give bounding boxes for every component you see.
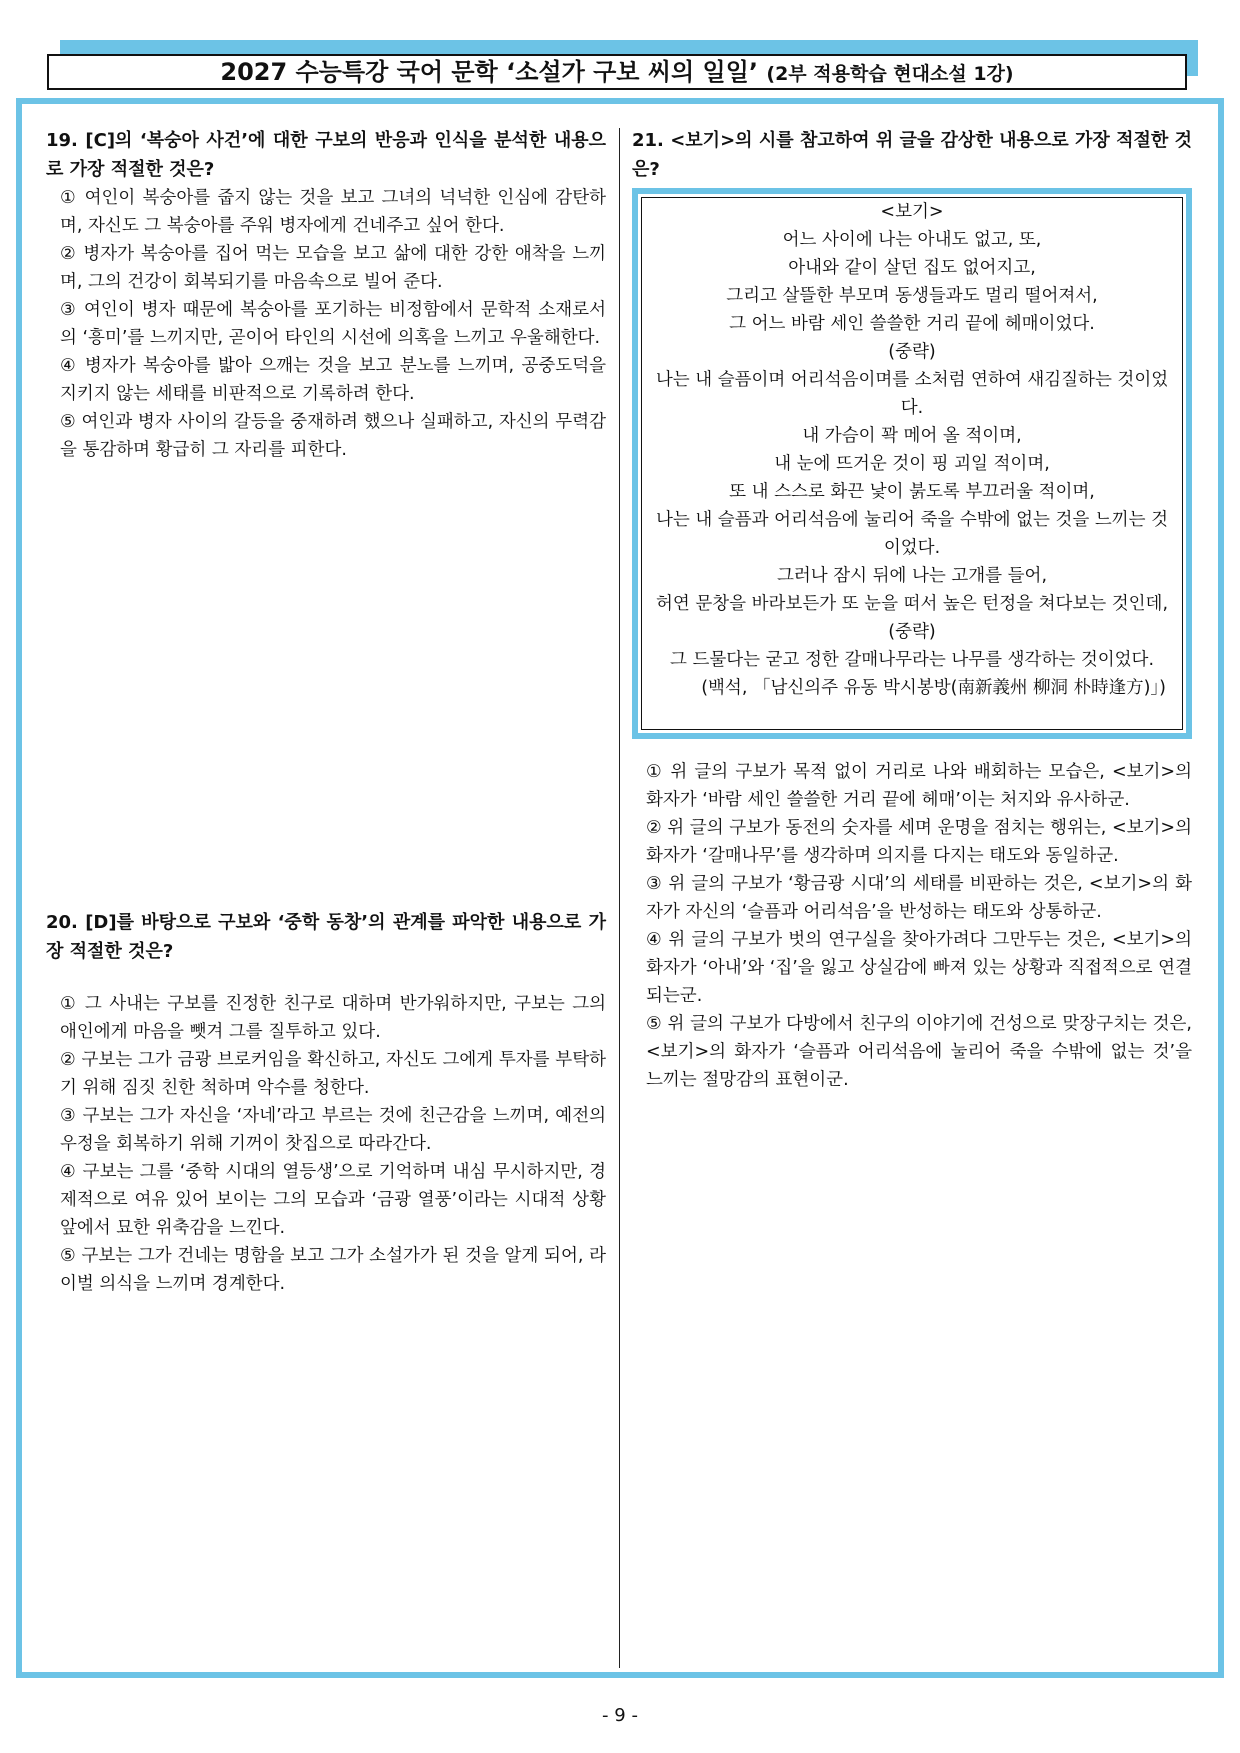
bogi-line: 그리고 살뜰한 부모며 동생들과도 멀리 떨어져서, [726,286,1098,306]
question-21-stem: 21. <보기>의 시를 참고하여 위 글을 감상한 내용으로 가장 적절한 것은? [632,130,1192,180]
question-21-option-1[interactable]: ① 위 글의 구보가 목적 없이 거리로 나와 배회하는 모습은, <보기>의 화자가 ‘바람 세인 쓸쓸한 거리 끝에 헤매’이는 처지와 유사하군. [646,762,1192,810]
question-19-stem: 19. [C]의 ‘복숭아 사건’에 대한 구보의 반응과 인식을 분석한 내용으로 가장 적절한 것은? [46,130,606,180]
bogi-line: 그 어느 바람 세인 쓸쓸한 거리 끝에 헤매이었다. [729,314,1095,334]
bogi-label: <보기> [880,202,944,222]
question-19 [46,126,606,464]
page-title-subtitle: (2부 적용학습 현대소설 1강) [766,63,1014,85]
question-20-options [46,990,606,1298]
question-19-option-4[interactable]: ④ 병자가 복숭아를 밟아 으깨는 것을 보고 분노를 느끼며, 공중도덕을 지키지 않는 세태를 비판적으로 기록하려 한다. [60,356,606,404]
question-19-option-5[interactable]: ⑤ 여인과 병자 사이의 갈등을 중재하려 했으나 실패하고, 자신의 무력감을 통감하며 황급히 그 자리를 피한다. [60,412,606,460]
question-21-options-area [632,758,1192,1094]
page-number: - 9 - [602,1705,638,1726]
bogi-line: 나는 내 슬픔이며 어리석음이며를 소처럼 연하여 새김질하는 것이었다. [655,370,1169,418]
question-19-option-3[interactable]: ③ 여인이 병자 때문에 복숭아를 포기하는 비정함에서 문학적 소재로서의 ‘흥미’를 느끼지만, 곧이어 타인의 시선에 의혹을 느끼고 우울해한다. [60,300,606,348]
question-20-option-1[interactable]: ① 그 사내는 구보를 진정한 친구로 대하며 반가워하지만, 구보는 그의 애인에게 마음을 뺏겨 그를 질투하고 있다. [60,994,606,1042]
question-20-option-2[interactable]: ② 구보는 그가 금광 브로커임을 확신하고, 자신도 그에게 투자를 부탁하기 위해 짐짓 친한 척하며 악수를 청한다. [60,1050,606,1098]
page-title [47,54,1187,90]
bogi-line: 허연 문창을 바라보든가 또 눈을 떠서 높은 턴정을 쳐다보는 것인데, [655,594,1169,614]
bogi-line: 그러나 잠시 뒤에 나는 고개를 들어, [776,566,1048,586]
question-20-option-5[interactable]: ⑤ 구보는 그가 건네는 명함을 보고 그가 소설가가 된 것을 알게 되어, 라이벌 의식을 느끼며 경계한다. [60,1246,606,1294]
question-19-option-2[interactable]: ② 병자가 복숭아를 집어 먹는 모습을 보고 삶에 대한 강한 애착을 느끼며, 그의 건강이 회복되기를 마음속으로 빌어 준다. [60,244,606,292]
question-21-option-4[interactable]: ④ 위 글의 구보가 벗의 연구실을 찾아가려다 그만두는 것은, <보기>의 화자가 ‘아내’와 ‘집’을 잃고 상실감에 빠져 있는 상황과 직접적으로 연결되는군. [646,930,1192,1006]
bogi-source: (백석, 「남신의주 유동 박시봉방(南新義州 柳洞 朴時逢方)」) [701,678,1166,698]
question-21-options [632,758,1192,1094]
question-20-stem: 20. [D]를 바탕으로 구보와 ‘중학 동창’의 관계를 파악한 내용으로 가장 적절한 것은? [46,912,606,962]
bogi-line: 아내와 같이 살던 집도 없어지고, [788,258,1036,278]
question-21 [632,126,1192,184]
question-21-option-5[interactable]: ⑤ 위 글의 구보가 다방에서 친구의 이야기에 건성으로 맞장구치는 것은, <보기>의 화자가 ‘슬픔과 어리석음에 눌리어 죽을 수밖에 없는 것’을 느끼는 절망감의 표현이군. [646,1014,1192,1090]
bogi-line: 또 내 스스로 화끈 낯이 붉도록 부끄러울 적이며, [729,482,1095,502]
bogi-line: 어느 사이에 나는 아내도 없고, 또, [782,230,1042,250]
question-19-option-1[interactable]: ① 여인이 복숭아를 줍지 않는 것을 보고 그녀의 넉넉한 인심에 감탄하며, 자신도 그 복숭아를 주워 병자에게 건네주고 싶어 한다. [60,188,606,236]
bogi-line: 그 드물다는 굳고 정한 갈매나무라는 나무를 생각하는 것이었다. [669,650,1155,670]
column-divider [619,128,620,1668]
bogi-line: 내 가슴이 꽉 메어 올 적이며, [802,426,1022,446]
question-20 [46,908,606,1298]
question-21-option-2[interactable]: ② 위 글의 구보가 동전의 숫자를 세며 운명을 점치는 행위는, <보기>의 화자가 ‘갈매나무’를 생각하며 의지를 다지는 태도와 동일하군. [646,818,1192,866]
bogi-line: (중략) [888,622,936,642]
bogi-line: (중략) [888,342,936,362]
question-21-option-3[interactable]: ③ 위 글의 구보가 ‘황금광 시대’의 세태를 비판하는 것은, <보기>의 화자가 자신의 ‘슬픔과 어리석음’을 반성하는 태도와 상통하군. [646,874,1192,922]
question-19-options [46,184,606,464]
bogi-line: 나는 내 슬픔과 어리석음에 눌리어 죽을 수밖에 없는 것을 느끼는 것이었다. [655,510,1169,558]
question-20-option-4[interactable]: ④ 구보는 그를 ‘중학 시대의 열등생’으로 기억하며 내심 무시하지만, 경제적으로 여유 있어 보이는 그의 모습과 ‘금광 열풍’이라는 시대적 상황 앞에서 묘한 위축감을 느낀다. [60,1162,606,1238]
bogi-line: 내 눈에 뜨거운 것이 핑 괴일 적이며, [774,454,1050,474]
question-20-option-3[interactable]: ③ 구보는 그가 자신을 ‘자네’라고 부르는 것에 친근감을 느끼며, 예전의 우정을 회복하기 위해 기꺼이 찻집으로 따라간다. [60,1106,606,1154]
page-title-main: 2027 수능특강 국어 문학 ‘소설가 구보 씨의 일일’ [220,58,759,86]
bogi-box [641,197,1183,730]
